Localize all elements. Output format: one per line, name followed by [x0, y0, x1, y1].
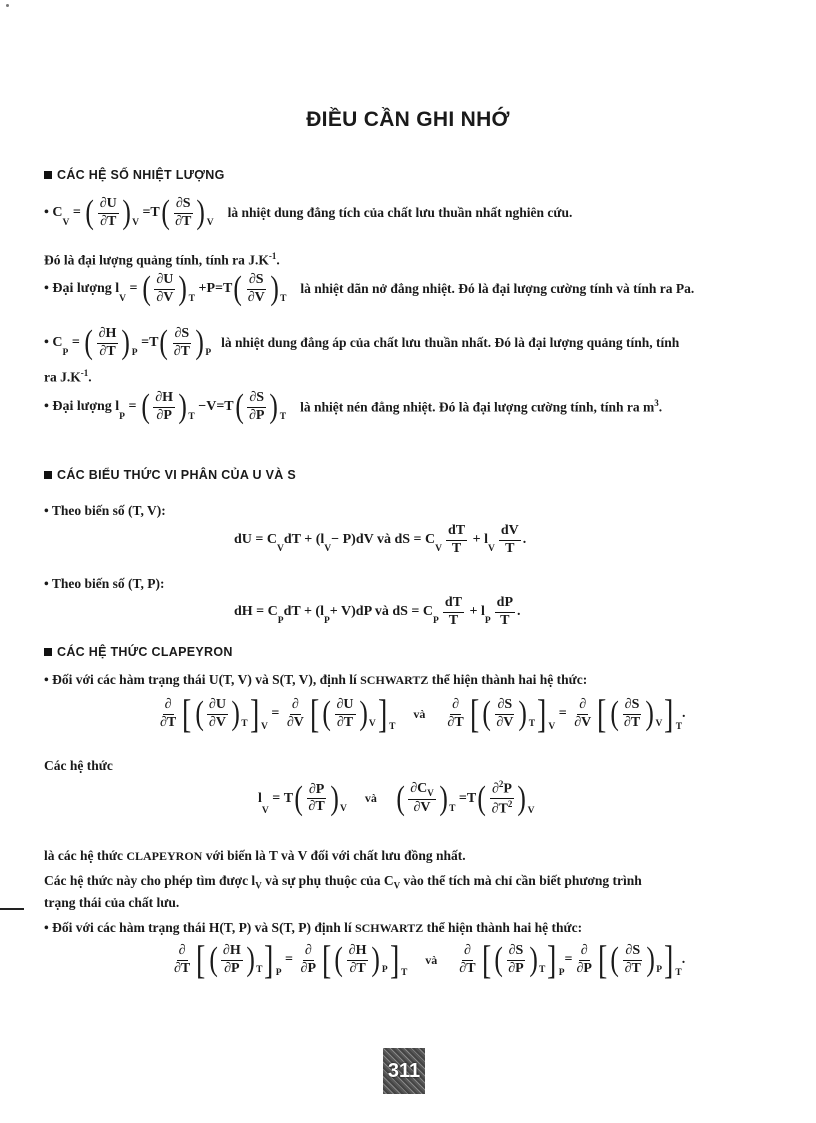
scan-speck	[6, 4, 9, 7]
variables-tv: • Theo biến số (T, V):	[44, 503, 166, 518]
schwartz-uv-formula: $\frac{\partial}{\partial T}$ [ ( $\frac{\partial U}{\partial V}$ ) T ] V = $\frac{\partial}{\partial V}$ [ ( $\frac{\partial U}{\partial T}$ ) V ] T và $\frac{\partial}{\partial T}$ [ ( $\frac{\partial S}{\partial V}$ ) T ] V = $\frac{\partial}{\partial V}$ [ ( $\frac{\partial S}{\partial T}$ ) V ] T .	[160, 691, 686, 736]
section-heading-clapeyron: CÁC HỆ THỨC CLAPEYRON	[44, 645, 233, 659]
page-number: 311	[387, 1059, 421, 1082]
cp-note: ra $J.K^{-1}$.	[44, 368, 92, 385]
clapeyron-statement: là các hệ thức CLAPEYRON với biến là T và V đối với chất lưu đồng nhất.	[44, 848, 466, 863]
relations-label: Các hệ thức	[44, 758, 113, 773]
dh-formula: dH = C P dT + (l P + V)dP và dS = C P $\frac{dT}{T}$ + l P $\frac{dP}{T}$ .	[234, 595, 521, 628]
lp-definition: • Đại lượng l P = ( $\frac{\partial H}{\partial P}$ ) T −V=T ( $\frac{\partial S}{\partial P}$ ) T là nhiệt nén đẳng nhiệt. Đó là đại lượng cường tính, tính ra $m^3$.	[44, 388, 663, 425]
clapeyron-intro-hp: • Đối với các hàm trạng thái H(T, P) và S(T, P) định lí SCHWARTZ thể hiện thành hai hệ thức:	[44, 920, 583, 935]
section-heading-coefficients: CÁC HỆ SỐ NHIỆT LƯỢNG	[44, 168, 225, 182]
page-number-box	[383, 1048, 425, 1094]
lv-definition: • Đại lượng l V = ( $\frac{\partial U}{\partial V}$ ) T +P=T ( $\frac{\partial S}{\partial V}$ ) T là nhiệt dãn nở đẳng nhiệt. Đó là đại lượng cường tính và tính ra Pa.	[44, 270, 695, 307]
cv-note: Đó là đại lượng quảng tính, tính ra $J.K^{-1}$.	[44, 251, 280, 268]
clapeyron-intro-uv: • Đối với các hàm trạng thái U(T, V) và S(T, V), định lí SCHWARTZ thể hiện thành hai hệ thức:	[44, 672, 588, 687]
bullet-square-icon	[44, 648, 52, 656]
clapeyron-usage-cont: trạng thái của chất lưu.	[44, 895, 180, 910]
schwartz-hp-formula: $\frac{\partial}{\partial T}$ [ ( $\frac{\partial H}{\partial P}$ ) T ] P = $\frac{\partial}{\partial P}$ [ ( $\frac{\partial H}{\partial T}$ ) P ] T và $\frac{\partial}{\partial T}$ [ ( $\frac{\partial S}{\partial P}$ ) T ] P = $\frac{\partial}{\partial P}$ [ ( $\frac{\partial S}{\partial T}$ ) P ] T .	[174, 937, 686, 982]
section-heading-differentials: CÁC BIỂU THỨC VI PHÂN CỦA U VÀ S	[44, 468, 296, 482]
cp-definition: • C P = ( $\frac{\partial H}{\partial T}$ ) P =T ( $\frac{\partial S}{\partial T}$ ) P là nhiệt dung đẳng áp của chất lưu thuần nhất. Đó là đại lượng quảng tính, tính	[44, 324, 680, 361]
bullet-square-icon	[44, 471, 52, 479]
bullet-square-icon	[44, 171, 52, 179]
variables-tp: • Theo biến số (T, P):	[44, 576, 165, 591]
clapeyron-relations: l V = T ( $\frac{\partial P}{\partial T}$ ) V và ( $\frac{\partial C_V}{\partial V}$ ) T =T ( $\frac{\partial^2P}{\partial T^2}$ ) V	[258, 779, 535, 817]
clapeyron-usage: Các hệ thức này cho phép tìm được $l_V$ và sự phụ thuộc của $C_V$ vào thể tích mà chỉ cần biết phương trình	[44, 873, 642, 891]
margin-mark	[0, 908, 24, 910]
cv-definition: • C V = ( $\frac{\partial U}{\partial T}$ ) V =T ( $\frac{\partial S}{\partial T}$ ) V là nhiệt dung đẳng tích của chất lưu thuần nhất nghiên cứu.	[44, 194, 573, 231]
page-title: ĐIỀU CẦN GHI NHỚ	[306, 108, 510, 131]
du-formula: dU = C V dT + (l V − P)dV và dS = C V $\frac{dT}{T}$ + l V $\frac{dV}{T}$ .	[234, 523, 527, 556]
